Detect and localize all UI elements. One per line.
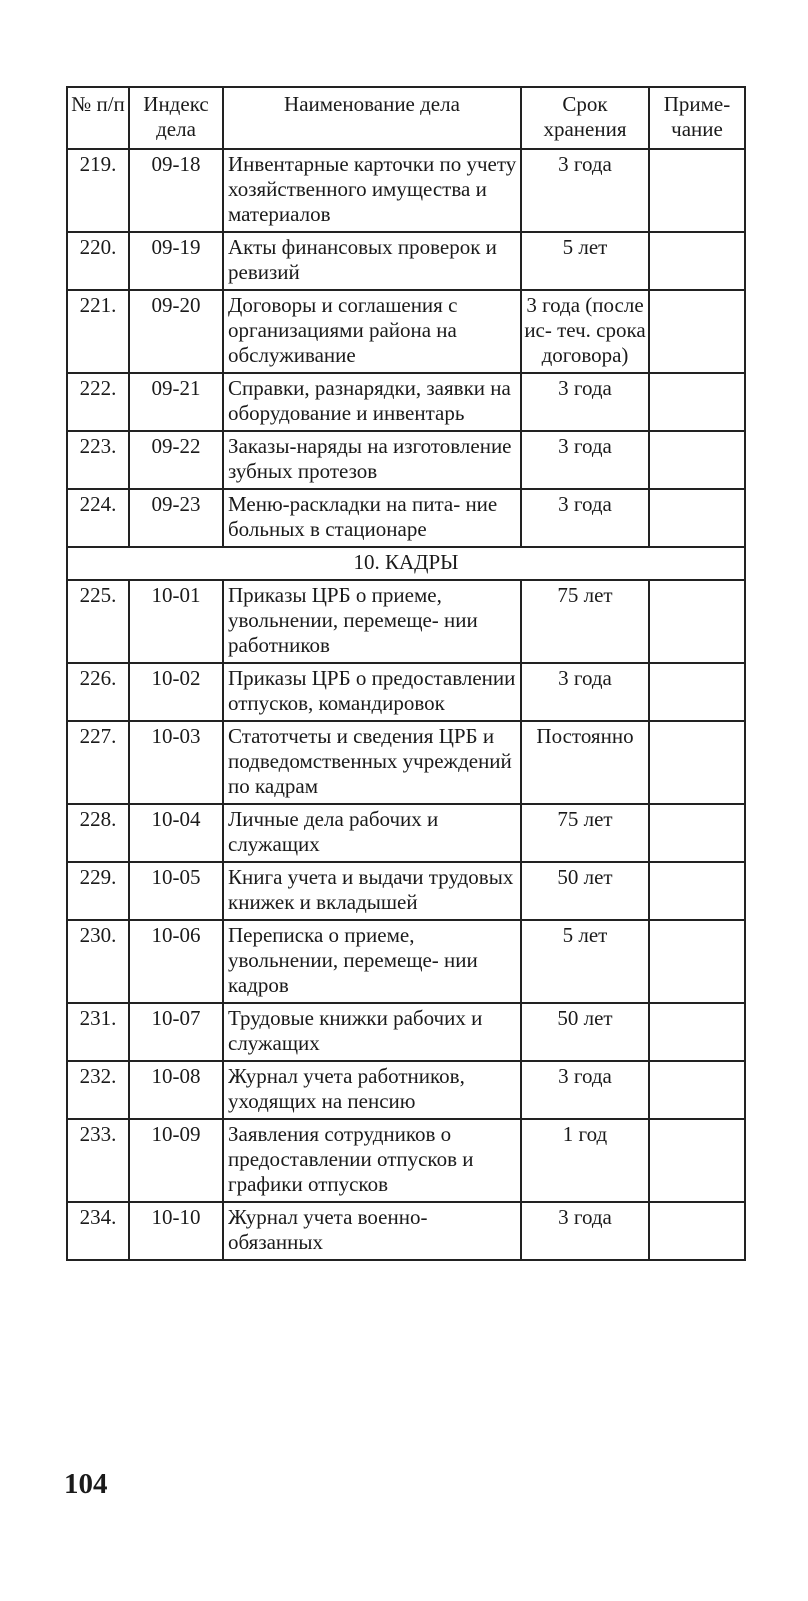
row-number: 227.	[67, 721, 129, 804]
storage-term: 3 года	[521, 1202, 649, 1260]
header-num: № п/п	[67, 87, 129, 149]
table-body-section-10	[67, 580, 745, 1260]
table-row	[67, 721, 745, 804]
row-number: 232.	[67, 1061, 129, 1119]
case-index: 10-05	[129, 862, 223, 920]
note	[649, 920, 745, 1003]
note	[649, 431, 745, 489]
case-name: Журнал учета работников, уходящих на пенсию	[223, 1061, 521, 1119]
row-number: 221.	[67, 290, 129, 373]
case-name: Инвентарные карточки по учету хозяйственного имущества и материалов	[223, 149, 521, 232]
storage-term: 3 года	[521, 431, 649, 489]
row-number: 230.	[67, 920, 129, 1003]
note	[649, 862, 745, 920]
storage-term: 5 лет	[521, 232, 649, 290]
note	[649, 232, 745, 290]
case-index: 09-22	[129, 431, 223, 489]
case-name: Трудовые книжки рабочих и служащих	[223, 1003, 521, 1061]
note	[649, 1061, 745, 1119]
storage-term: 1 год	[521, 1119, 649, 1202]
case-index: 10-02	[129, 663, 223, 721]
case-index: 09-23	[129, 489, 223, 547]
table-row	[67, 489, 745, 547]
header-term: Срок хранения	[521, 87, 649, 149]
storage-term: 3 года	[521, 489, 649, 547]
storage-term: 50 лет	[521, 862, 649, 920]
note	[649, 373, 745, 431]
table-row	[67, 580, 745, 663]
note	[649, 663, 745, 721]
table-row	[67, 431, 745, 489]
table-row	[67, 149, 745, 232]
row-number: 229.	[67, 862, 129, 920]
row-number: 220.	[67, 232, 129, 290]
case-index: 10-09	[129, 1119, 223, 1202]
row-number: 219.	[67, 149, 129, 232]
note	[649, 489, 745, 547]
case-name: Меню-раскладки на пита- ние больных в стационаре	[223, 489, 521, 547]
table-row	[67, 1119, 745, 1202]
case-index: 09-20	[129, 290, 223, 373]
row-number: 223.	[67, 431, 129, 489]
note	[649, 290, 745, 373]
case-index: 10-06	[129, 920, 223, 1003]
row-number: 224.	[67, 489, 129, 547]
table-row	[67, 862, 745, 920]
case-name: Договоры и соглашения с организациями района на обслуживание	[223, 290, 521, 373]
table-row	[67, 290, 745, 373]
section-header-body	[67, 547, 745, 580]
storage-term: 5 лет	[521, 920, 649, 1003]
case-index: 10-07	[129, 1003, 223, 1061]
case-index: 10-03	[129, 721, 223, 804]
row-number: 228.	[67, 804, 129, 862]
note	[649, 804, 745, 862]
table-row	[67, 804, 745, 862]
case-name: Заявления сотрудников о предоставлении отпусков и графики отпусков	[223, 1119, 521, 1202]
note	[649, 721, 745, 804]
case-name: Акты финансовых проверок и ревизий	[223, 232, 521, 290]
note	[649, 1202, 745, 1260]
header-name: Наименование дела	[223, 87, 521, 149]
case-index: 10-08	[129, 1061, 223, 1119]
page-number: 104	[64, 1468, 108, 1500]
case-index: 09-21	[129, 373, 223, 431]
case-index: 09-18	[129, 149, 223, 232]
row-number: 225.	[67, 580, 129, 663]
note	[649, 1003, 745, 1061]
storage-term: 75 лет	[521, 580, 649, 663]
case-name: Журнал учета военно- обязанных	[223, 1202, 521, 1260]
row-number: 233.	[67, 1119, 129, 1202]
case-index: 10-04	[129, 804, 223, 862]
table-row	[67, 920, 745, 1003]
table-row	[67, 232, 745, 290]
note	[649, 1119, 745, 1202]
case-index: 10-10	[129, 1202, 223, 1260]
storage-term: 3 года	[521, 373, 649, 431]
table-row	[67, 1061, 745, 1119]
header-note: Приме- чание	[649, 87, 745, 149]
row-number: 226.	[67, 663, 129, 721]
case-name: Книга учета и выдачи трудовых книжек и вкладышей	[223, 862, 521, 920]
case-index: 09-19	[129, 232, 223, 290]
table-row	[67, 663, 745, 721]
storage-term: 3 года	[521, 1061, 649, 1119]
storage-term: 75 лет	[521, 804, 649, 862]
case-index: 10-01	[129, 580, 223, 663]
case-name: Заказы-наряды на изготовление зубных протезов	[223, 431, 521, 489]
row-number: 222.	[67, 373, 129, 431]
note	[649, 149, 745, 232]
case-name: Приказы ЦРБ о предоставлении отпусков, командировок	[223, 663, 521, 721]
storage-term: 3 года	[521, 663, 649, 721]
section-title: 10. КАДРЫ	[67, 547, 745, 580]
note	[649, 580, 745, 663]
row-number: 234.	[67, 1202, 129, 1260]
storage-term: 3 года	[521, 149, 649, 232]
header-row	[67, 87, 745, 149]
case-name: Личные дела рабочих и служащих	[223, 804, 521, 862]
header-index: Индекс дела	[129, 87, 223, 149]
section-row	[67, 547, 745, 580]
case-name: Справки, разнарядки, заявки на оборудование и инвентарь	[223, 373, 521, 431]
records-table	[66, 86, 746, 1261]
storage-term: Постоянно	[521, 721, 649, 804]
storage-term: 50 лет	[521, 1003, 649, 1061]
table-row	[67, 1003, 745, 1061]
case-name: Переписка о приеме, увольнении, перемеще- нии кадров	[223, 920, 521, 1003]
table-row	[67, 373, 745, 431]
table-body-section-9	[67, 149, 745, 547]
row-number: 231.	[67, 1003, 129, 1061]
case-name: Приказы ЦРБ о приеме, увольнении, перемеще- нии работников	[223, 580, 521, 663]
storage-term: 3 года (после ис- теч. срока договора)	[521, 290, 649, 373]
case-name: Статотчеты и сведения ЦРБ и подведомственных учреждений по кадрам	[223, 721, 521, 804]
table-row	[67, 1202, 745, 1260]
